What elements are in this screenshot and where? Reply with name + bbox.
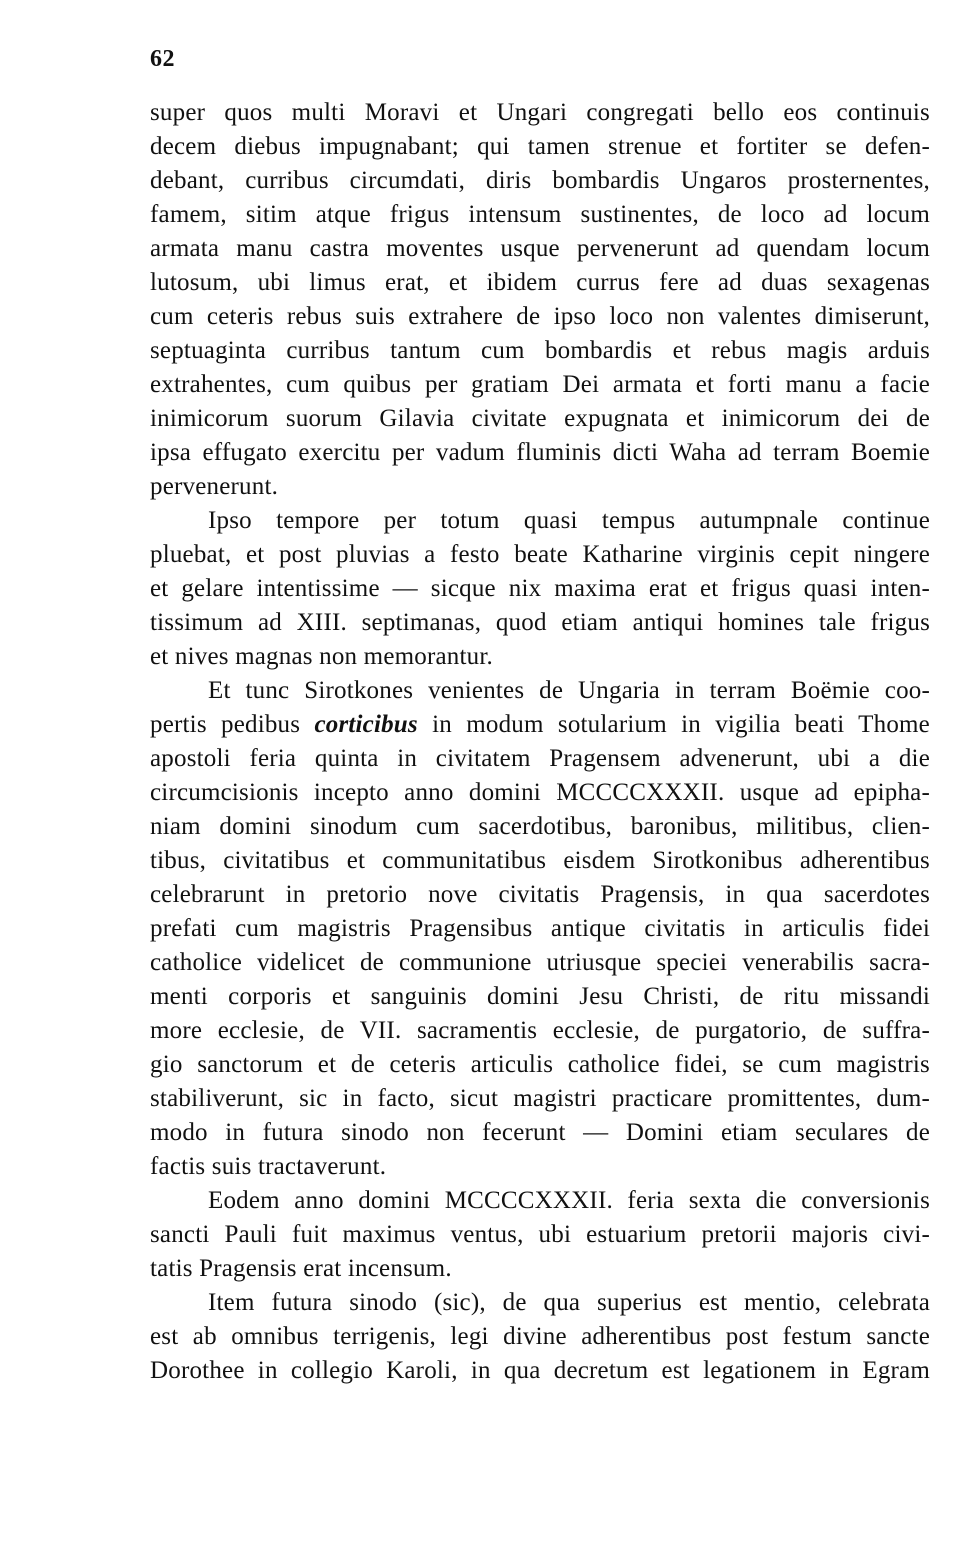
text-line: et nives magnas non memorantur.: [150, 643, 493, 670]
paragraph-3: [150, 674, 930, 1184]
text-line: more ecclesie, de VII. sacramentis ecclesie, de purgatorio, de suffra-: [150, 1017, 930, 1044]
text-line: tatis Pragensis erat incensum.: [150, 1255, 452, 1282]
text-line: extrahentes, cum quibus per gratiam Dei armata et forti manu a facie: [150, 371, 930, 398]
text-line: armata manu castra moventes usque pervenerunt ad quendam locum: [150, 235, 930, 262]
text-line: sancti Pauli fuit maximus ventus, ubi estuarium pretorii majoris civi-: [150, 1221, 930, 1248]
text-line: debant, curribus circumdati, diris bombardis Ungaros prosternentes,: [150, 167, 930, 194]
text-line: cum ceteris rebus suis extrahere de ipso loco non valentes dimiserunt,: [150, 303, 930, 330]
text-line: catholice videlicet de communione utriusque speciei venerabilis sacra-: [150, 949, 930, 976]
text-line: famem, sitim atque frigus intensum sustinentes, de loco ad locum: [150, 201, 930, 228]
text-line: factis suis tractaverunt.: [150, 1153, 387, 1180]
text-line: modo in futura sinodo non fecerunt — Domini etiam seculares de: [150, 1119, 930, 1146]
text-line: tissimum ad XIII. septimanas, quod etiam antiqui homines tale frigus: [150, 609, 930, 636]
page-number: 62: [150, 46, 175, 72]
italic-word: corticibus: [314, 711, 418, 738]
body-text: [150, 96, 930, 1388]
text-line: niam domini sinodum cum sacerdotibus, baronibus, militibus, clien-: [150, 813, 930, 840]
text-line: decem diebus impugnabant; qui tamen strenue et fortiter se defen-: [150, 133, 930, 160]
text-line: tibus, civitatibus et communitatibus eisdem Sirotkonibus adherentibus: [150, 847, 930, 874]
text-line: Item futura sinodo (sic), de qua superius est mentio, celebrata: [208, 1289, 930, 1316]
text-line: menti corporis et sanguinis domini Jesu Christi, de ritu missandi: [150, 983, 930, 1010]
text-line: gio sanctorum et de ceteris articulis catholice fidei, se cum magistris: [150, 1051, 930, 1078]
text-line: et gelare intentissime — sicque nix maxima erat et frigus quasi inten-: [150, 575, 930, 602]
text-line: septuaginta curribus tantum cum bombardis et rebus magis arduis: [150, 337, 930, 364]
text-line: Et tunc Sirotkones venientes de Ungaria in terram Boëmie coo-: [208, 677, 930, 704]
text-line: celebrarunt in pretorio nove civitatis Pragensis, in qua sacerdotes: [150, 881, 930, 908]
paragraph-4: [150, 1184, 930, 1286]
text-line: super quos multi Moravi et Ungari congregati bello eos continuis: [150, 99, 930, 126]
text-line: Eodem anno domini MCCCCXXXII. feria sexta die conversionis: [208, 1187, 930, 1214]
text-line: stabiliverunt, sic in facto, sicut magistri practicare promittentes, dum-: [150, 1085, 930, 1112]
text-line: Ipso tempore per totum quasi tempus autumpnale continue: [208, 507, 930, 534]
text-line: apostoli feria quinta in civitatem Pragensem advenerunt, ubi a die: [150, 745, 930, 772]
paragraph-5: [150, 1286, 930, 1388]
text-line: pertis pedibus corticibus in modum sotularium in vigilia beati Thome: [150, 711, 930, 738]
text-line: prefati cum magistris Pragensibus antique civitatis in articulis fidei: [150, 915, 930, 942]
text-line: est ab omnibus terrigenis, legi divine adherentibus post festum sancte: [150, 1323, 930, 1350]
text-line: Dorothee in collegio Karoli, in qua decretum est legationem in Egram: [150, 1357, 930, 1384]
paragraph-2: [150, 504, 930, 674]
text-line: pluebat, et post pluvias a festo beate Katharine virginis cepit ningere: [150, 541, 930, 568]
paragraph-1: [150, 96, 930, 504]
text-line: pervenerunt.: [150, 473, 279, 500]
text-line: lutosum, ubi limus erat, et ibidem currus fere ad duas sexagenas: [150, 269, 930, 296]
text-line: inimicorum suorum Gilavia civitate expugnata et inimicorum dei de: [150, 405, 930, 432]
text-line: ipsa effugato exercitu per vadum fluminis dicti Waha ad terram Boemie: [150, 439, 930, 466]
text-line: circumcisionis incepto anno domini MCCCCXXXII. usque ad epipha-: [150, 779, 930, 806]
